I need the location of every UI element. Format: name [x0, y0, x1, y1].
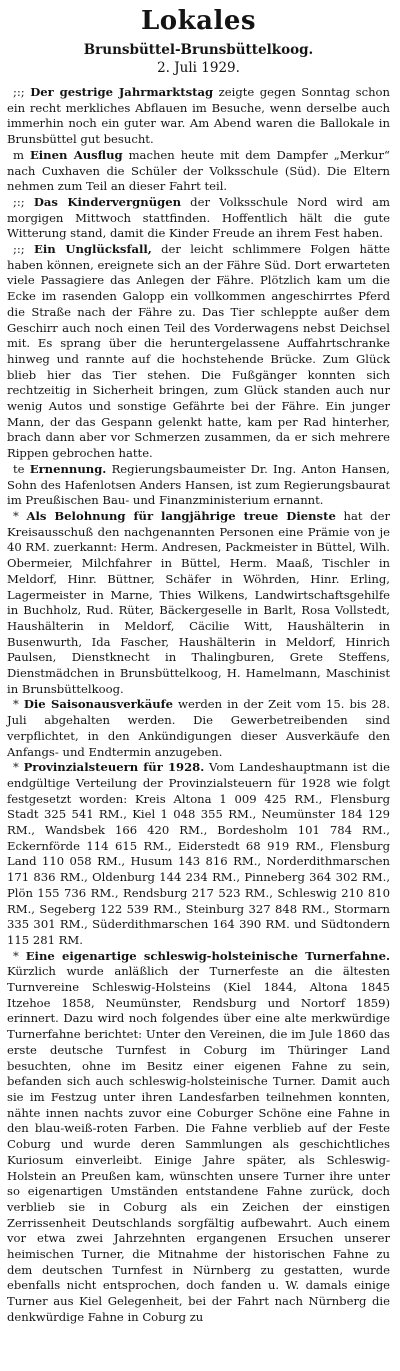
article-headline: Einen Ausflug — [29, 147, 123, 162]
article-belohnung — [7, 509, 390, 697]
article-marker: * — [13, 508, 27, 523]
article-marker: ;:; — [13, 85, 31, 99]
article-unglucksfall — [7, 242, 390, 462]
article-text: hat der Kreisausschuß den nachgenannten Personen eine Prämie von je 40 RM. zuerkannt: Herm. Andresen, Packmeister in Büttel, Wilh. Obermeier, Milchfahrer in Büttel, Herm. Maaß, Tischler in Meldorf, Hinr. Büttner, Schäfer in Wöhrden, Hinr. Erling, Lagermeister in Marne, Thies Wilkens, Landwirtschaftsgehilfe in Buchholz, Rud. Rüter, Bäckergeselle in Barlt, Rosa Vollstedt, Haushälterin in Meldorf, Cäcilie Witt, Haushälterin in Busenwurth, Ida Fascher, Haushälterin in Meldorf, Hinrich Paulsen, Dienstknecht in Thalingburen, Grete Steffens, Dienstmädchen in Brunsbüttelkoog, H. Hamelmann, Maschinist in Brunsbüttelkoog. — [7, 508, 390, 696]
article-marker: m — [13, 147, 30, 162]
article-marker: te — [13, 461, 30, 476]
article-marker: * — [13, 760, 24, 775]
article-headline: Provinzialsteuern für 1928. — [23, 760, 205, 775]
article-text: Vom Landeshauptmann ist die endgültige Verteilung der Provinzialsteuern für 1928 wie folgt festgesetzt worden: Kreis Altona 1 009 425 RM., Flensburg Stadt 325 541 RM., Kiel 1 048 355 RM., Neumünster 184 129 RM., Wandsbek 166 420 RM., Bordesholm 101 784 RM., Eckernförde 114 615 RM., Eiderstedt 68 919 RM., Flensburg Land 110 058 RM., Husum 143 816 RM., Norderdithmarschen 171 836 RM., Oldenburg 144 234 RM., Pinneberg 364 302 RM., Plön 155 736 RM., Rendsburg 217 523 RM., Schleswig 210 810 RM., Segeberg 122 539 RM., Steinburg 327 848 RM., Stormarn 335 301 RM., Süderdithmarschen 164 390 RM. und Südtondern 115 281 RM. — [7, 760, 390, 947]
article-text: Kürzlich wurde anläßlich der Turnerfeste an die ältesten Turnvereine Schleswig-Holsteins (Kiel 1844, Altona 1845 Itzehoe 1858, Neumünster, Rendsburg und Nortorf 1859) erinnert. Dazu wird noch folgendes über eine alte merkwürdige Turnerfahne berichtet: Unter den Vereinen, die im Jule 1860 das erste deutsche Turnfest in Coburg im Thüringer Land besuchten, ohne im Besitz einer eigenen Fahne zu sein, befanden sich auch schleswig-holsteinische Turner. Damit auch sie im Festzug unter ihren Landesfarben teilnehmen konnten, nähte innen nachts zuvor eine Coburger Schöne eine Fahne in den blau-weiß-roten Farben. Die Fahne verblieb auf der Feste Coburg und wurde deren Sammlungen als geschichtliches Kuriosum einverleibt. Einige Jahre später, als Schleswig-Holstein an Preußen kam, wünschten unsere Turner ihre unter so eigenartigen Umständen entstandene Fahne zurück, doch verblieb sie in Coburg als ein Zeichen der einstigen Zerrissenheit Deutschlands sorgfältig aufbewahrt. Auch einem vor etwa zwei Jahrzehnten ergangenen Ersuchen unserer heimischen Turner, die Mitnahme der historischen Fahne zu dem deutschen Turnfest in Nürnberg zu gestatten, wurde ebenfalls nicht entsprochen, doch fanden u. W. damals einige Turner aus Kiel Gelegenheit, bei der Fahrt nach Nürnberg die denkwürdige Fahne in Coburg zu — [7, 964, 390, 1324]
article-headline: Der gestrige Jahrmarktstag — [30, 85, 214, 99]
article-ausflug — [7, 148, 390, 195]
article-jahrmarkt — [7, 85, 390, 148]
article-marker: ;:; — [13, 194, 34, 209]
article-marker: * — [13, 948, 26, 963]
article-headline: Eine eigenartige schleswig-holsteinische Turnerfahne. — [25, 948, 390, 963]
article-headline: Als Belohnung für langjährige treue Dienste — [26, 508, 336, 523]
article-text: der leicht schlimmere Folgen hätte haben können, ereignete sich an der Fähre Süd. Dort erwarteten viele Passagiere das Anlegen der Fähre. Plötzlich kam um die Ecke im rasenden Galopp ein vollkommen angeschirrtes Pferd die Straße nach der Fähre zu. Das Tier schleppte außer dem Geschirr auch noch einen Teil des Vorderwagens nebst Deichsel mit. Es sprang über die heruntergelassene Auffahrtschranke hinweg und rannte auf die hochstehende Brücke. Zum Glück blieb hier das Tier stehen. Die Fußgänger konnten sich rechtzeitig in Sicherheit bringen, zum Glück standen auch nur wenig Autos und sonstige Gefährte bei der Fähre. Ein junger Mann, der das Gespann gelenkt hatte, kam per Rad hinterher, brach dann aber vor Schmerzen zusammen, da er sich mehrere Rippen gebrochen hatte. — [7, 242, 390, 461]
article-marker: ;:; — [13, 242, 35, 257]
article-marker: * — [13, 697, 24, 712]
masthead: Lokales — [140, 6, 257, 36]
article-text: zeigte gegen Sonntag schon ein recht merkliches Abflauen im Besuche, wenn derselbe auch immerhin noch ein guter war. Am Abend waren die Ballokale in Brunsbüttel gut besucht. — [7, 85, 390, 147]
article-text: werden in der Zeit vom 15. bis 28. Juli abgehalten werden. Die Gewerbetreibenden sind verpflichtet, in den Ankündigungen dieser Ausverkäufe den Anfangs- und Endtermin anzugeben. — [7, 697, 390, 759]
issue-date: 2. Juli 1929. — [157, 60, 240, 76]
article-headline: Das Kindervergnügen — [33, 194, 182, 209]
article-ernennung — [7, 462, 390, 509]
article-provinzialsteuern — [7, 760, 390, 948]
article-headline: Ein Unglücksfall, — [34, 242, 152, 257]
article-text: der Volksschule Nord wird am morgigen Mittwoch stattfinden. Hoffentlich hält die gute Witterung stand, damit die Kinder Freude an ihrem Fest haben. — [7, 194, 390, 241]
article-turnerfahne — [7, 949, 390, 1326]
article-saisonausverkaeufe — [7, 697, 390, 760]
article-kindervergnuegen — [7, 195, 390, 242]
article-text: Regierungsbaumeister Dr. Ing. Anton Hansen, Sohn des Hafenlotsen Anders Hansen, ist zum Regierungsbaurat im Preußischen Bau- und Finanzministerium ernannt. — [7, 461, 390, 508]
section-location: Brunsbüttel-Brunsbüttelkoog. — [83, 42, 314, 58]
article-headline: Die Saisonausverkäufe — [23, 697, 174, 712]
article-text: machen heute mit dem Dampfer „Merkur“ nach Cuxhaven die Schüler der Volksschule (Süd). Die Eltern nehmen zum Teil an dieser Fahrt teil. — [7, 147, 390, 194]
article-headline: Ernennung. — [29, 461, 107, 476]
